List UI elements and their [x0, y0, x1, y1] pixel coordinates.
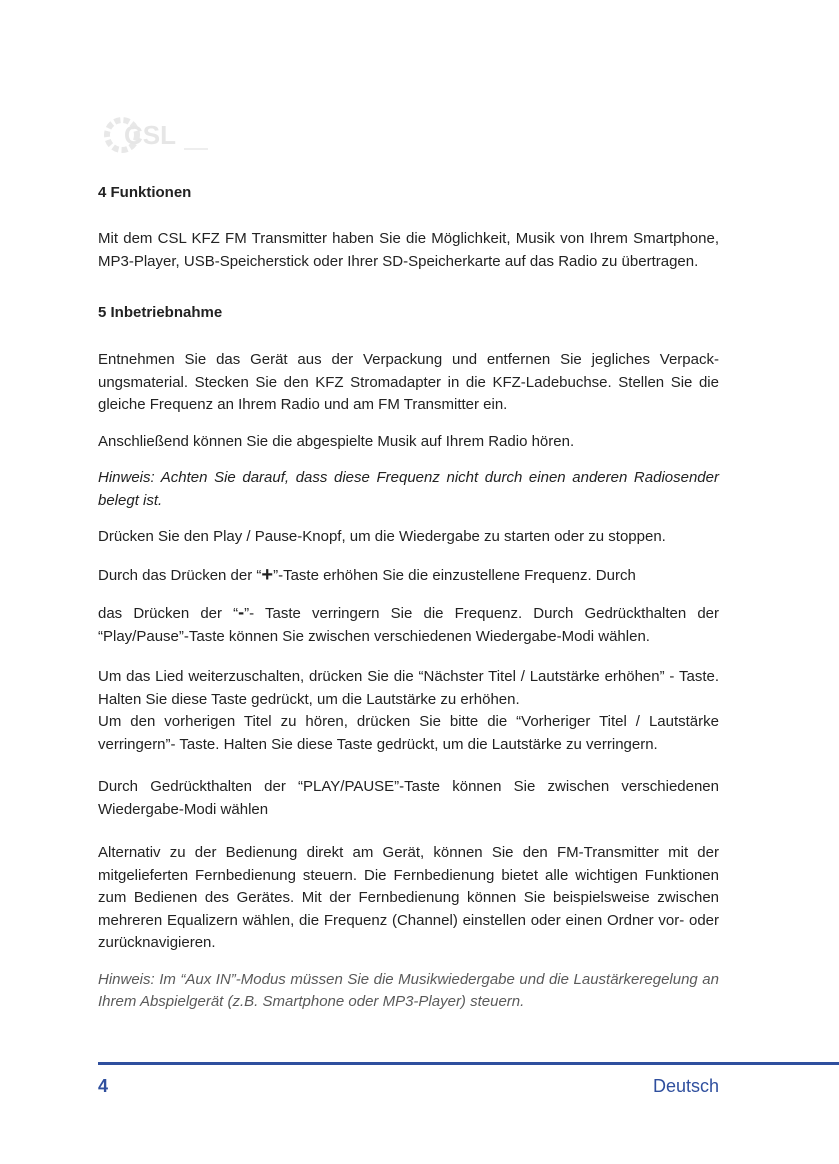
listen-paragraph: Anschließend können Sie die abgespielte Musik auf Ihrem Radio hören.: [98, 432, 575, 450]
logo-text: CSL: [124, 120, 176, 150]
csl-logo: [100, 112, 210, 158]
minus-text-a: das Drücken der “: [98, 605, 239, 622]
remote-control-paragraph: Alternativ zu der Bedienung direkt am Gerät, können Sie den FM-Transmitter mit der mitgelieferten Fernbedienung steuern. Die Fernbedienung bietet alle wichtigen Funktionen zum Bedienen des Gerätes. Mit der Fernbedienung können Sie beispielsweise zwischen mehreren Equalizern wählen, die Frequenz (Channel) einstellen oder einen Ordner vor- oder zurücknavigieren.: [98, 844, 719, 951]
play-pause-paragraph: Drücken Sie den Play / Pause-Knopf, um die Wiedergabe zu starten oder zu stoppen.: [98, 528, 666, 545]
page-number: 4: [98, 1076, 109, 1096]
footer-divider: [98, 1062, 839, 1065]
aux-in-note: Hinweis: Im “Aux IN”-Modus müssen Sie die Musikwiedergabe und die Laustärkeregelung an Ihrem Abspielgerät (z.B. Smartphone oder MP3-Player) steuern.: [98, 970, 719, 1010]
frequency-note: Hinweis: Achten Sie darauf, dass diese Frequenz nicht durch einen anderen Radiosender belegt ist.: [98, 469, 719, 509]
section-4-paragraph: Mit dem CSL KFZ FM Transmitter haben Sie die Möglichkeit, Musik von Ihrem Smartphone, MP3-Player, USB-Speicherstick oder Ihrer SD-Speicherkarte auf das Radio zu übertragen.: [98, 230, 719, 270]
plus-text-a: Durch das Drücken der “: [98, 566, 262, 584]
minus-text-b: ”- Taste verringern Sie die Frequenz. Durch Gedrückthalten der “Play/Pause”-Taste können Sie zwischen verschiedenen Wiedergabe-Modi wählen.: [98, 605, 720, 645]
minus-sign-icon: -: [238, 602, 245, 622]
page-content: [98, 182, 719, 1014]
next-track-paragraph: Um das Lied weiterzuschalten, drücken Sie die “Nächster Titel / Lautstärke erhöhen” - Taste. Halten Sie diese Taste gedrückt, um die Lautstärke zu erhöhen.: [98, 668, 719, 708]
section-4-heading: 4 Funktionen: [98, 184, 192, 201]
plus-text-b: ”-Taste erhöhen Sie die einzustellene Frequenz. Durch: [273, 566, 636, 584]
plus-sign-icon: +: [261, 563, 274, 586]
plus-key-paragraph: [98, 565, 719, 588]
language-label: Deutsch: [652, 1076, 719, 1096]
minus-key-paragraph: [98, 603, 719, 648]
previous-track-paragraph: Um den vorherigen Titel zu hören, drücken Sie bitte die “Vorheriger Titel / Lautstärke verringern”- Taste. Halten Sie diese Taste gedrückt, um die Lautstärke zu verringern.: [98, 713, 719, 753]
setup-paragraph: Entnehmen Sie das Gerät aus der Verpackung und entfernen Sie jegliches Verpackungsmaterial. Stecken Sie den KFZ Stromadapter in die KFZ-Ladebuchse. Stellen Sie die gleiche Frequenz an Ihrem Radio und am FM Transmitter ein.: [98, 351, 719, 413]
section-5-heading: 5 Inbetriebnahme: [98, 304, 223, 321]
mode-paragraph: Durch Gedrückthalten der “PLAY/PAUSE”-Taste können Sie zwischen verschiedenen Wiedergabe-Modi wählen: [98, 778, 719, 818]
